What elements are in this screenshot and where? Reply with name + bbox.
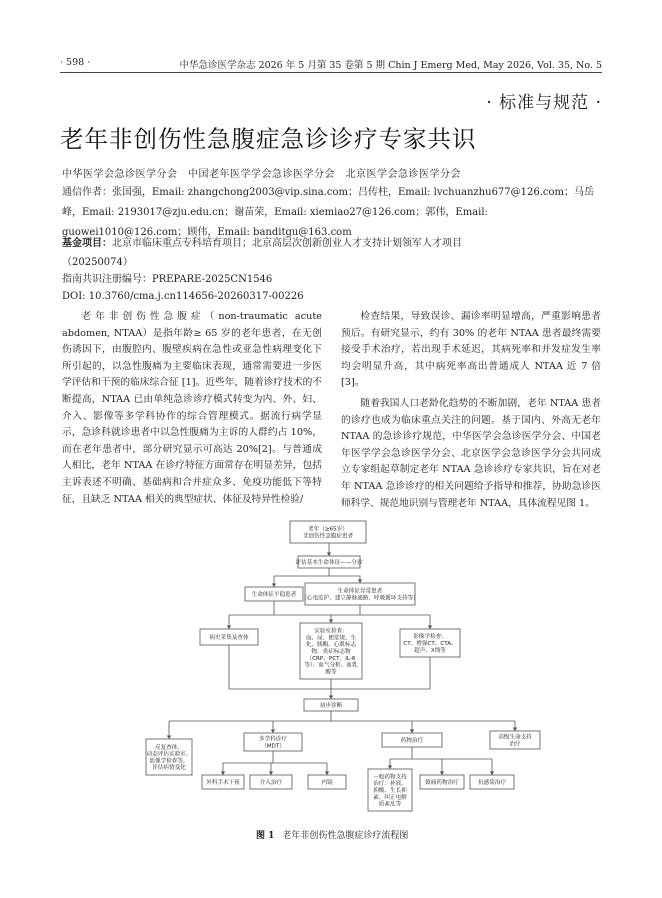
flow-life-text: 治疗	[509, 741, 521, 748]
correspondence-label: 通信作者：	[62, 187, 112, 198]
flow-general-text: 一般药物支持	[373, 774, 407, 781]
flow-general-text: 素、纠正电解	[373, 794, 407, 801]
funding-label: 基金项目：	[62, 238, 112, 249]
flow-arrowhead	[358, 580, 362, 584]
flow-lab-text: （CRP、PCT、IL-6	[306, 655, 356, 662]
flow-arrowhead	[325, 772, 329, 776]
flow-imaging-text: CT、增强CT、CTA、	[403, 640, 457, 647]
correspondence-text: 张国强，Email: zhangchong2003@vip.sina.com；吕传柱，Email: lvchuanzhu677@126.com；马岳峰，Email: 2193017@zju.edu.cn；谢苗荣，Email: xiemiao27@126.com；郭伟，Email: guowei1010@126.com；顾伟，Email: banditgu@163.com	[62, 187, 595, 238]
flow-imaging-text: 影像学检查：	[413, 634, 447, 641]
flow-arrowhead	[221, 772, 225, 776]
flow-imaging-text: 超声、X线等	[414, 647, 446, 654]
flow-antiinfective-text: 抗感染治疗	[478, 779, 506, 786]
flow-arrowhead	[388, 766, 392, 770]
flow-prelim-text: 初步诊断	[319, 702, 343, 709]
flow-lab-text: 实验室检查：	[314, 628, 348, 635]
flow-arrowhead	[440, 772, 444, 776]
flow-arrowhead	[271, 730, 275, 734]
flow-assess-text: 评估基本生命体征——分诊	[295, 559, 363, 566]
flow-reassess-text: 动态评估实验室、	[146, 751, 192, 758]
funding	[62, 234, 602, 254]
flow-arrowhead	[329, 696, 333, 700]
flow-lab-text: 血、尿、便常规、生	[305, 635, 357, 642]
grant-number: （20250074）	[62, 257, 133, 268]
flow-arrowhead	[410, 730, 414, 734]
flow-general-text: 治疗：补液、	[373, 781, 407, 788]
flow-start-text: 老年（≥65岁）	[308, 526, 348, 533]
flow-arrowhead	[227, 626, 231, 630]
flow-unstable-text: （心电监护、建立静脉通路、呼吸循环支持等）	[301, 595, 419, 602]
body-paragraph: 检查结果，导致误诊、漏诊率明显增高，严重影响患者预后。有研究显示，约有 30% 的老年 NTAA 患者最终需要接受手术治疗，若出现手术延迟，其病死率和并发症发生率均会明显升高，其中病死率高出普通成人 NTAA 近 7 倍 [3]。	[341, 311, 601, 389]
doi: DOI: 10.3760/cma.j.cn114656-20260317-00226	[62, 291, 304, 302]
body-paragraph: 随着我国人口老龄化趋势的不断加剧，老年 NTAA 患者的诊疗也成为临床重点关注的问题。基于国内、外高无老年 NTAA 的急诊诊疗规范，中华医学会急诊医学分会、中国老年医学学会急诊医学分会、北京医学会急诊医学分会共同成立专家组起草制定老年 NTAA 急诊诊疗专家共识，旨在对老年 NTAA 急诊诊疗的相关问题给予指导和推荐，协助急诊医师科学、规范地识别与管理老年 NTAA，具体流程见图 1。	[341, 397, 601, 509]
flow-interventional-text: 介入治疗	[259, 779, 283, 786]
flow-unstable-text: 生命体征异常患者	[337, 588, 383, 595]
flow-arrowhead	[272, 584, 276, 588]
flow-general-text: 抑酸、生长抑	[373, 787, 407, 794]
flow-life-text: 高级生命支持	[498, 734, 532, 741]
flow-endoscopy-text: 内镜	[321, 779, 333, 786]
flow-arrowhead	[329, 620, 333, 624]
article-title: 老年非创伤性急腹症急诊诊疗专家共识	[60, 125, 477, 153]
flow-history-text: 病史采集及查体	[209, 634, 249, 641]
flowchart	[120, 519, 560, 839]
flow-arrowhead	[269, 772, 273, 776]
figure-number: 图 1	[256, 831, 275, 841]
journal-header: 中华急诊医学杂志 2026 年 5 月第 35 卷第 5 期 Chin J Emerg Med, May 2026, Vol. 35, No. 5	[179, 60, 602, 71]
flow-reassess-text: 影像学检查等，	[149, 758, 189, 765]
flow-arrowhead	[428, 626, 432, 630]
body-column-left	[62, 309, 322, 508]
figure-caption-text: 老年非创伤性急腹症诊疗流程图	[282, 831, 409, 841]
flow-arrowhead	[513, 728, 517, 732]
flow-arrowhead	[327, 553, 331, 557]
body-paragraph: 老年非创伤性急腹症（non-traumatic acute abdomen, NTAA）是指年龄≥ 65 岁的老年患者，在无创伤诱因下，由腹腔内、腹壁疾病在急性或亚急性病理变化下所引起的，以急性腹痛为主要临床表现，通常需要进一步医学评估和干预的临床综合征 [1]。近些年，随着诊疗技术的不断提高，NTAA 已由单纯急诊诊疗模式转变为内、外、妇、介入、影像等多学科协作的综合管理模式。据流行病学显示，急诊科就诊患者中以急性腹痛为主诉的人群约占 10%，而在老年患者中，部分研究显示可高达 20%[2]。与普通成人相比，老年 NTAA 在诊疗特征方面常存在明显差异，包括主诉表述不明确、基础病和合并症众多、免疫功能低下等特征，且缺乏 NTAA 相关的典型症状、体征及特异性检验/	[62, 311, 322, 505]
flow-surgery-text: 外科手术干预	[206, 779, 240, 786]
header-rule	[60, 72, 602, 73]
flow-lab-text: 等）、血气分析、血乳	[304, 662, 358, 669]
figure-caption	[256, 828, 408, 841]
organizations: 中华医学会急诊医学分会 中国老年医学学会急诊医学分会 北京医学会急诊医学分会	[62, 169, 461, 180]
flow-reassess-text: 反复查体、	[155, 744, 183, 751]
flow-connector	[329, 576, 360, 583]
flow-mdt-text: 多学科诊疗	[259, 736, 287, 743]
flow-start-text: 非创伤性急腹症患者	[302, 533, 354, 540]
flow-general-text: 质紊乱等	[378, 801, 402, 808]
page-number: · 598 ·	[60, 57, 91, 68]
funding-text: 北京市临床重点专科培育项目；北京高层次创新创业人才支持计划领军人才项目	[112, 238, 462, 249]
flow-drug-text: 药物治疗	[400, 737, 424, 744]
flow-arrowhead	[490, 772, 494, 776]
flow-mdt-text: （MDT）	[261, 743, 285, 750]
flow-arrowhead	[167, 736, 171, 740]
flow-stable-text: 生命体征平稳患者	[251, 591, 297, 598]
flow-lab-text: 化、胰酶、心肌标志	[305, 642, 357, 649]
flow-lab-text: 酸等	[325, 669, 337, 676]
flow-reassess-text: 评估病情变化	[152, 765, 186, 772]
registration-number: 指南共识注册编号：PREPARE-2025CN1546	[62, 274, 273, 285]
article-category: · 标准与规范 ·	[486, 93, 602, 113]
flow-analgesia-text: 镇痛药物治疗	[425, 779, 459, 786]
flow-lab-text: 物、炎症标志物	[311, 648, 351, 655]
body-column-right	[341, 309, 601, 512]
